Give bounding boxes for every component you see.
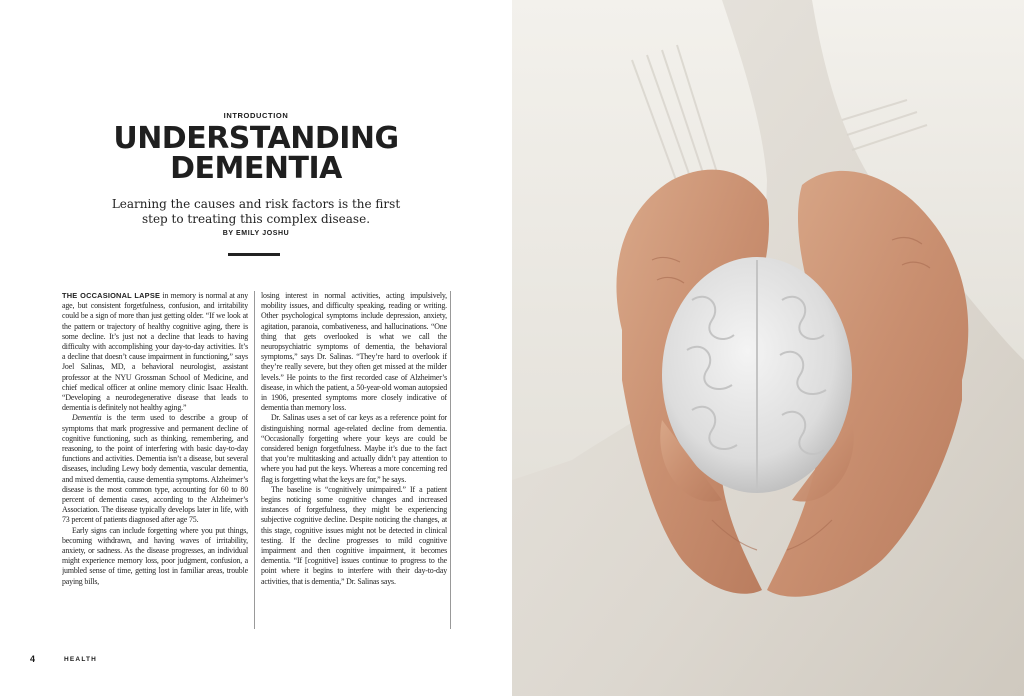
lead-in: THE OCCASIONAL LAPSE (62, 291, 161, 300)
body-paragraph (62, 413, 248, 525)
body-column-1 (62, 291, 248, 629)
page-number: 4 (30, 654, 36, 664)
body-column-2 (261, 291, 447, 629)
column-divider (254, 291, 255, 629)
headline-line-1: UNDERSTANDING (113, 121, 399, 156)
byline: BY EMILY JOSHU (222, 230, 290, 237)
body-paragraph: losing interest in normal activities, acting impulsively, mobility issues, and difficulty speaking, reading or writing. Other psychological symptoms include depression, anxiety, agitation, paranoia, combativeness, and hallucinations. “One thing that gets overlooked is what we call the neuropsychiatric symptoms of dementia, the behavioral symptoms,” says Dr. Salinas. “They’re hard to overlook if they’re really severe, but they often get missed at the milder levels.” He points to the first recorded case of Alzheimer’s disease, in which the patient, a 50-year-old woman autopsied in 1906, presented symptoms more closely indicative of dementia than memory loss. (261, 291, 447, 413)
body-paragraph: Dr. Salinas uses a set of car keys as a reference point for distinguishing normal age-related decline from dementia. “Occasionally forgetting where your keys are could be considered benign forgetfulness. Maybe it’s due to the fact that you’re multitasking and actually didn’t pay attention to where you had put the keys. Whereas a more concerning red flag is forgetting what the keys are for,” he says. (261, 413, 447, 484)
paragraph-text: is the term used to describe a group of symptoms that mark progressive and permanent decline of cognitive functioning, such as thinking, remembering, and reasoning, to the point of interfering with basic day-to-day functions and activities. Dementia isn’t a disease, but several diseases, including Lewy body dementia, vascular dementia, and mixed dementia, cause dementia symptoms. Alzheimer’s disease is the most common type, accounting for 60 to 80 percent of dementia cases, according to the Alzheimer’s Association. The disease typically develops later in life, with 73 percent of patients diagnosed after age 75. (62, 413, 248, 525)
divider-rule (228, 253, 280, 256)
body-paragraph (62, 291, 248, 413)
section-kicker: INTRODUCTION (223, 111, 289, 120)
photo-illustration (512, 0, 1024, 696)
dek: Learning the causes and risk factors is the first step to treating this complex disease. (111, 197, 401, 226)
hands-holding-brain-photo (512, 0, 1024, 696)
column-divider (450, 291, 451, 629)
body-paragraph: Early signs can include forgetting where you put things, becoming withdrawn, and having waves of irritability, anxiety, or sadness. As the disease progresses, an individual might experience memory loss, poor judgment, confusion, a jumbled sense of time, getting lost in familiar areas, trouble paying bills, (62, 525, 248, 586)
italic-term: Dementia (72, 413, 102, 423)
body-paragraph: The baseline is “cognitively unimpaired.” If a patient begins noticing some cognitive changes and increased instances of forgetfulness, they might be experiencing subjective cognitive decline. Despite noticing the changes, at this stage, cognitive issues might not be detected in clinical testing. If the decline progresses to mild cognitive impairment and then cognitive impairment, it becomes dementia. “If [cognitive] issues continue to progress to the point where it begins to interfere with their day-to-day activities, that is dementia,” Dr. Salinas says. (261, 484, 447, 586)
headline (0, 121, 512, 186)
headline-line-2: DEMENTIA (170, 151, 342, 186)
paragraph-text: in memory is normal at any age, but consistent forgetfulness, confusion, and irritability could be a sign of more than just getting older. “If we look at the pattern or trajectory of healthy cognitive aging, there is some decline. It’s just not a decline that leads to having difficulty with accomplishing your day-to-day activities. It’s a decline that doesn’t cause impairment in functioning,” says Joel Salinas, MD, a behavioral neurologist, assistant professor at the NYU Grossman School of Medicine, and chief medical officer at online memory clinic Isaac Health. “Developing a neurodegenerative disease that leads to dementia is definitely not healthy aging.” (62, 291, 248, 413)
section-name: HEALTH (64, 656, 98, 663)
